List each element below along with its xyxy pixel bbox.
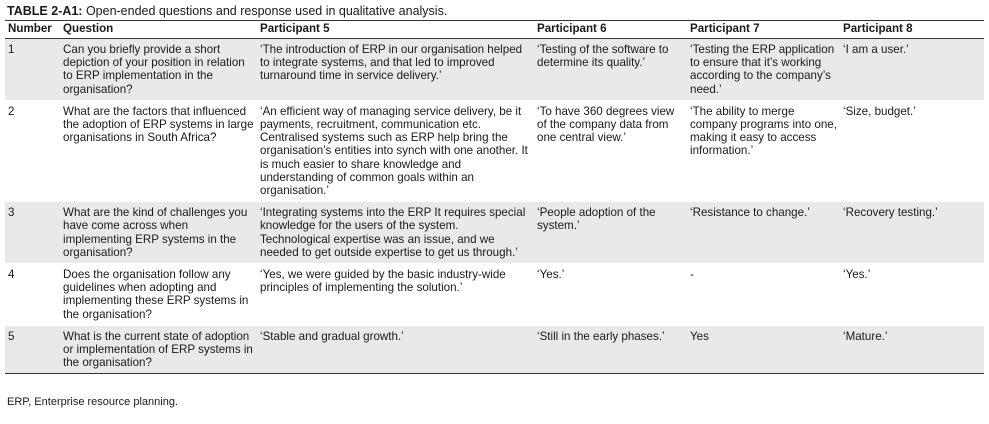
cell-participant-7: Yes [687,325,840,374]
table-footnote: ERP, Enterprise resource planning. [7,396,179,408]
header-participant-8: Participant 8 [840,21,984,39]
cell-question: What are the kind of challenges you have come across when implementing ERP systems in the organisation? [60,202,257,264]
table-header-row [5,21,984,39]
header-question: Question [60,21,257,39]
cell-participant-5: ‘Integrating systems into the ERP It requires special knowledge for the users of the system. Technological expertise was an issue, and we needed to get outside expertise to get us through.’ [257,202,534,264]
table-caption [7,4,447,19]
cell-participant-7: ‘The ability to merge company programs into one, making it easy to access information.’ [687,100,840,201]
header-number: Number [5,21,60,39]
table-caption-label: TABLE 2-A1: [7,4,83,18]
cell-participant-6: ‘Yes.’ [534,264,687,326]
cell-number: 4 [5,264,60,326]
table-row [5,202,984,264]
cell-participant-6: ‘Testing of the software to determine its quality.’ [534,39,687,101]
table-row [5,325,984,374]
cell-participant-6: ‘People adoption of the system.’ [534,202,687,264]
header-participant-6: Participant 6 [534,21,687,39]
cell-question: Does the organisation follow any guidelines when adopting and implementing these ERP systems in the organisation? [60,264,257,326]
cell-participant-8: ‘Size, budget.’ [840,100,984,201]
cell-participant-7: - [687,264,840,326]
table-row [5,100,984,201]
table-row [5,39,984,101]
cell-participant-6: ‘Still in the early phases.’ [534,325,687,374]
cell-participant-5: ‘The introduction of ERP in our organisation helped to integrate systems, and that led to improved turnaround time in service delivery.’ [257,39,534,101]
cell-question: What are the factors that influenced the adoption of ERP systems in large organisations in South Africa? [60,100,257,201]
cell-number: 5 [5,325,60,374]
cell-question: Can you briefly provide a short depiction of your position in relation to ERP implementation in the organisation? [60,39,257,101]
questions-table [5,20,984,374]
cell-participant-5: ‘Stable and gradual growth.’ [257,325,534,374]
header-participant-5: Participant 5 [257,21,534,39]
cell-participant-5: ‘Yes, we were guided by the basic industry-wide principles of implementing the solution.’ [257,264,534,326]
cell-participant-8: ‘Yes.’ [840,264,984,326]
cell-participant-7: ‘Resistance to change.’ [687,202,840,264]
cell-participant-8: ‘I am a user.’ [840,39,984,101]
cell-number: 3 [5,202,60,264]
cell-number: 1 [5,39,60,101]
cell-participant-6: ‘To have 360 degrees view of the company data from one central view.’ [534,100,687,201]
table-caption-text: Open-ended questions and response used in qualitative analysis. [82,4,448,18]
cell-number: 2 [5,100,60,201]
cell-participant-5: ‘An efficient way of managing service delivery, be it payments, recruitment, communication etc. Centralised systems such as ERP help bring the organisation’s entities into synch with one another. It is much easier to share knowledge and understanding of common goals within an organisation.’ [257,100,534,201]
cell-question: What is the current state of adoption or implementation of ERP systems in the organisation? [60,325,257,374]
header-participant-7: Participant 7 [687,21,840,39]
cell-participant-7: ‘Testing the ERP application to ensure that it’s working according to the company’s need.’ [687,39,840,101]
cell-participant-8: ‘Mature.’ [840,325,984,374]
table-row [5,264,984,326]
cell-participant-8: ‘Recovery testing.’ [840,202,984,264]
